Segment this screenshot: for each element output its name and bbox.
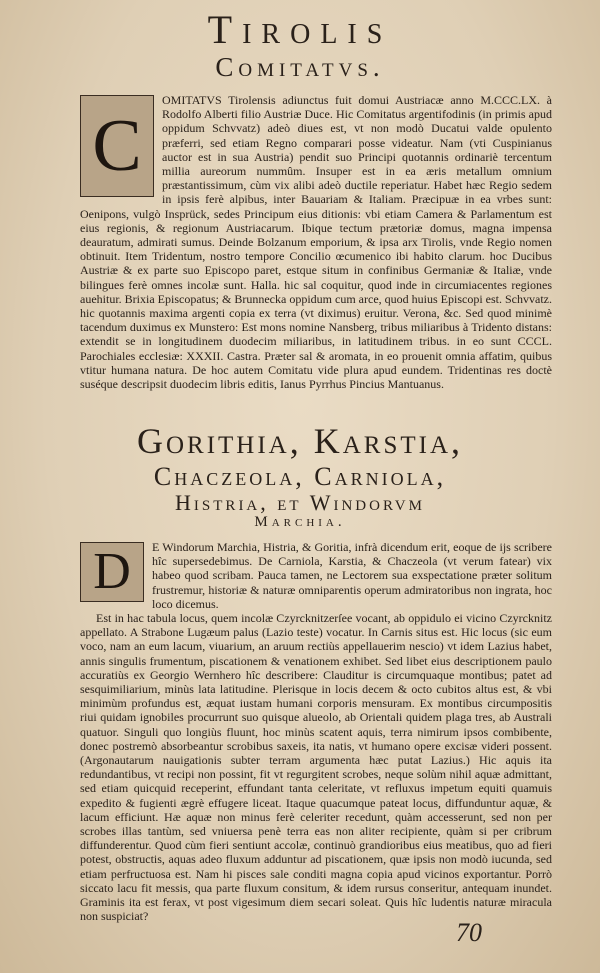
section-heading-line-3: Histria, et Windorvm [175, 490, 425, 515]
gorithia-paragraph-1: E Windorum Marchia, Histria, & Goritia, infrà dicendum erit, eoque de ijs scribere hîc supersedebimus. De Carniola, Karstia, & Chaczeola (vt verum fatear) vix habeo quod scribam. Pauca tamen, ne Lectorem sua exspectatione præter solitum frustremur, historiæ & naturæ omniparentis operum admiratoribus non ingrata, hoc loco dicemus. [152, 540, 552, 611]
gorithia-text-block [80, 540, 552, 930]
gorithia-paragraph-2: Est in hac tabula locus, quem incolæ Czyrcknitzerſee vocant, ab oppidulo ei vicino Czyrcknitz appellato. A Strabone Lugæum palus (Lazio teste) vocatur. In Carnis situs est. Hic locus (sic eum voco, nam an eum lacum, viuarium, an aruum rectiùs appellauerim nescio) vt idem Lazius habet, annis singulis frumentum, piscationem & venationem exhibet. Sed libet eius descriptionem paulo accuratiùs ex Georgio Wernhero hîc describere: Clauditur is circumquaque montibus; patet ad sesquimiliarium, minùs lata latitudine. Plerisque in locis decem & octo cubitos altus est, & vbi minimùm profundus est, æquat iustam humani corporis mensuram. Ex montibus circumpositis riui quidam ignobiles procurrunt suo quisque alueolo, ab Orientali quidem plaga tres, ab Australi quatuor. Singuli quo longiùs fluunt, hoc minùs scatent aquis, terra nimirum ipsos combibente, donec postremò absorbeantur scrobibus saxeis, ita natis, vt humano opere excisæ videri possent. (Argonautarum nauigationis subter terram argumenta hæc putat Lazius.) Hic aquis ita redundantibus, vt recipi non possint, fit vt regurgitent scrobes, neque solùm nihil aquæ admittant, sed etiam quicquid receperint, effundant tanta celeritate, vt refluxus impetum equiti quamuis expedito & fugienti ægrè effugere liceat. Itaque quacumque pateat locus, diffunduntur aquæ, & lacum efficiunt. Hæ aquæ non minus ferè celeriter recedunt, quàm accesserunt, sed non per scrobes illas tantùm, sed vniuersa penè terra eas non aliter recipiente, quàm si per cribrum diffunderentur. Quod cùm fieri sentiunt accolæ, continuò grandioribus eius meatibus, quo ad fieri potest, obstructis, aquas adeo fluxum adduntur ad piscationem, quæ ipsis non modò iucunda, sed etiam perfructuosa est. Nam hi pisces sale conditi magna copia apud vicinos exportantur. Porrò siccato lacu fit messis, qua parte fluxum consitum, & idem rursus conseritur, antequam inundet. Graminis ita est ferax, vt post vigesimum diem secari soleat. Quis hîc ludentis naturæ miracula non suspiciat? [80, 611, 552, 924]
section-heading-line-4: Marchia. [254, 514, 346, 530]
page-number: 70 [456, 918, 482, 947]
decorated-initial-2: D [80, 542, 144, 602]
section-heading-line-2: Chaczeola, Carniola, [153, 462, 447, 491]
section-heading-line-1: Gorithia, Karstia, [136, 421, 464, 461]
page-subtitle: Comitatvs. [215, 52, 385, 82]
tirolis-paragraph: OMITATVS Tirolensis adiunctus fuit domui Austriacæ anno M.CCC.LX. à Rodolfo Alberti filio Austriæ Duce. Hic Comitatus argentifodinis (in primis apud oppidum Schvvatz) adeò diues est, vt non modò Ducatui valde opulento præferri, sed etiam Regno comparari posse videatur. Nam (vti Cuspinianus auctor est in sua Austria) pendit suo Principi quotannis ordinariè tercentum millia aureorum nummûm. Insuper est in ea æris metallum omnium præstantissimum, cùm vix alibi adeò ductile reperiatur. Habet hæc Regio sedem in ipsis ferè alpibus, inter Bauariam & Italiam. Præcipuæ in ea vrbes sunt: Oenipons, vulgò Insprück, sedes Principum eius ditionis: vbi etiam Camera & Parlamentum est eius regionis, & regionum Austriacarum. Ibique tectum prætoriæ domus, magna impensa deauratum, admirati sumus. Deinde Bolzanum emporium, & ipsa arx Tirolis, vnde Regio nomen obtinuit. Item Tridentum, nostro tempore Concilio œcumenico ibi habito clarum. hoc Ducibus Austriæ & ex parte suo Episcopo paret, estque situm in confinibus Germaniæ & Italiæ, vnde bilingues ferè omnes incolæ sunt. Halla. hic sal coquitur, quod inde in circumiacentes regiones auehitur. Brixia Episcopatus; & Brunnecka oppidum cum arce, quod huius Episcopi est. Schvvatz. hic quotannis maxima argenti copia ex terra (vt diximus) eruitur. Verona, &c. Sed quod minimè tacendum duximus ex Munstero: Est mons nomine Nansberg, tribus miliaribus à Tridento distans: extendit se in longitudinem duodecim miliaribus, in latitudinem tribus. in eo sunt CCCL. Parochiales ecclesiæ: XXXII. Castra. Præter sal & aromata, in eo prouenit omnia affatim, quibus vtitur humana natura. De hoc autem Comitatu vide plura apud eundem. Tridentinas res doctè suséque descripsit duodecim libris editis, Ianus Pyrrhus Pincius Mantuanus. [80, 93, 552, 392]
tirolis-text-block [80, 93, 552, 408]
page-title: Tirolis [207, 7, 393, 52]
decorated-initial: C [80, 95, 154, 197]
